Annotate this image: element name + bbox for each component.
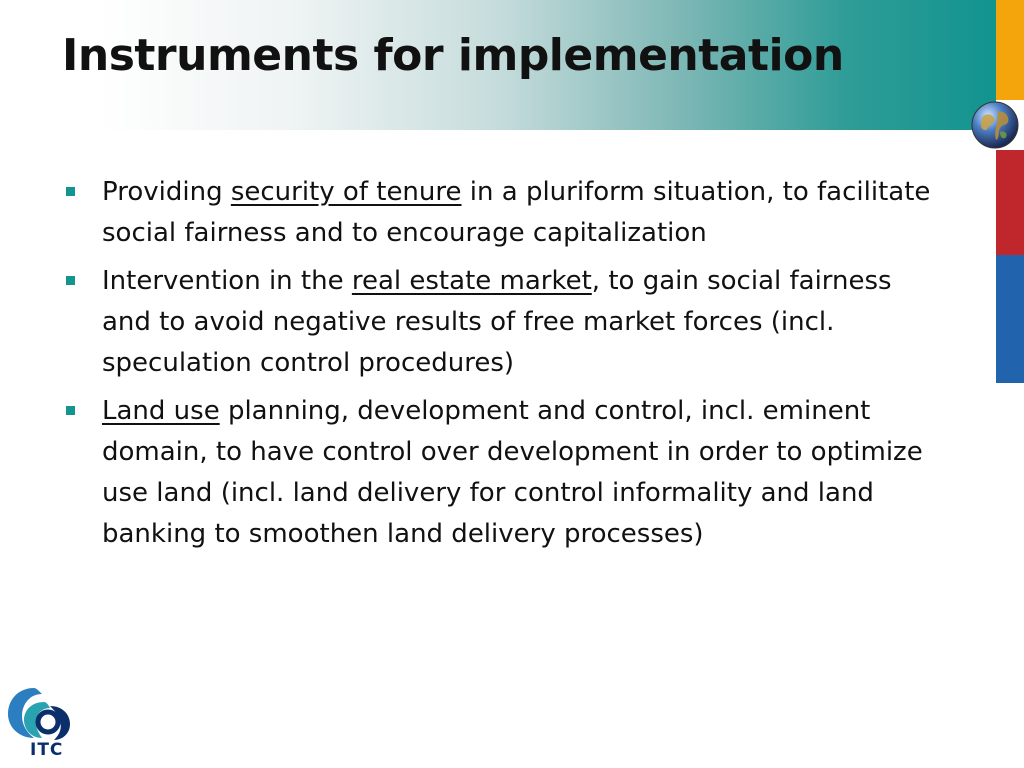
bullet-text-after: planning, development and control, incl. eminent domain, to have control over development in order to optimize use land (incl. land delivery for control informality and land banking to smoothen land delivery processes): [102, 396, 923, 549]
slide-title: Instruments for implementation: [62, 30, 844, 81]
bullet-underlined-term: security of tenure: [230, 177, 462, 207]
bullet-marker: [66, 187, 75, 196]
accent-bar-red: [996, 150, 1024, 255]
bullet-list: [62, 172, 942, 562]
accent-bar-blue: [996, 255, 1024, 383]
bullet-item: [62, 391, 942, 555]
bullet-marker: [66, 276, 75, 285]
bullet-text-before: Providing: [102, 177, 231, 207]
logo-text: ITC: [30, 740, 64, 760]
bullet-underlined-term: Land use: [102, 396, 220, 426]
bullet-underlined-term: real estate market: [351, 266, 592, 296]
globe-icon: [970, 100, 1020, 150]
bullet-text-before: Intervention in the: [102, 266, 352, 296]
bullet-text-after: , to gain social fairness and to avoid negative results of free market forces (incl. speculation control procedures): [102, 266, 892, 378]
bullet-text-after: in a pluriform situation, to facilitate social fairness and to encourage capitalization: [102, 177, 931, 248]
accent-bar-orange: [996, 0, 1024, 100]
bullet-marker: [66, 406, 75, 415]
bullet-item: [62, 261, 942, 384]
bullet-item: [62, 172, 942, 254]
